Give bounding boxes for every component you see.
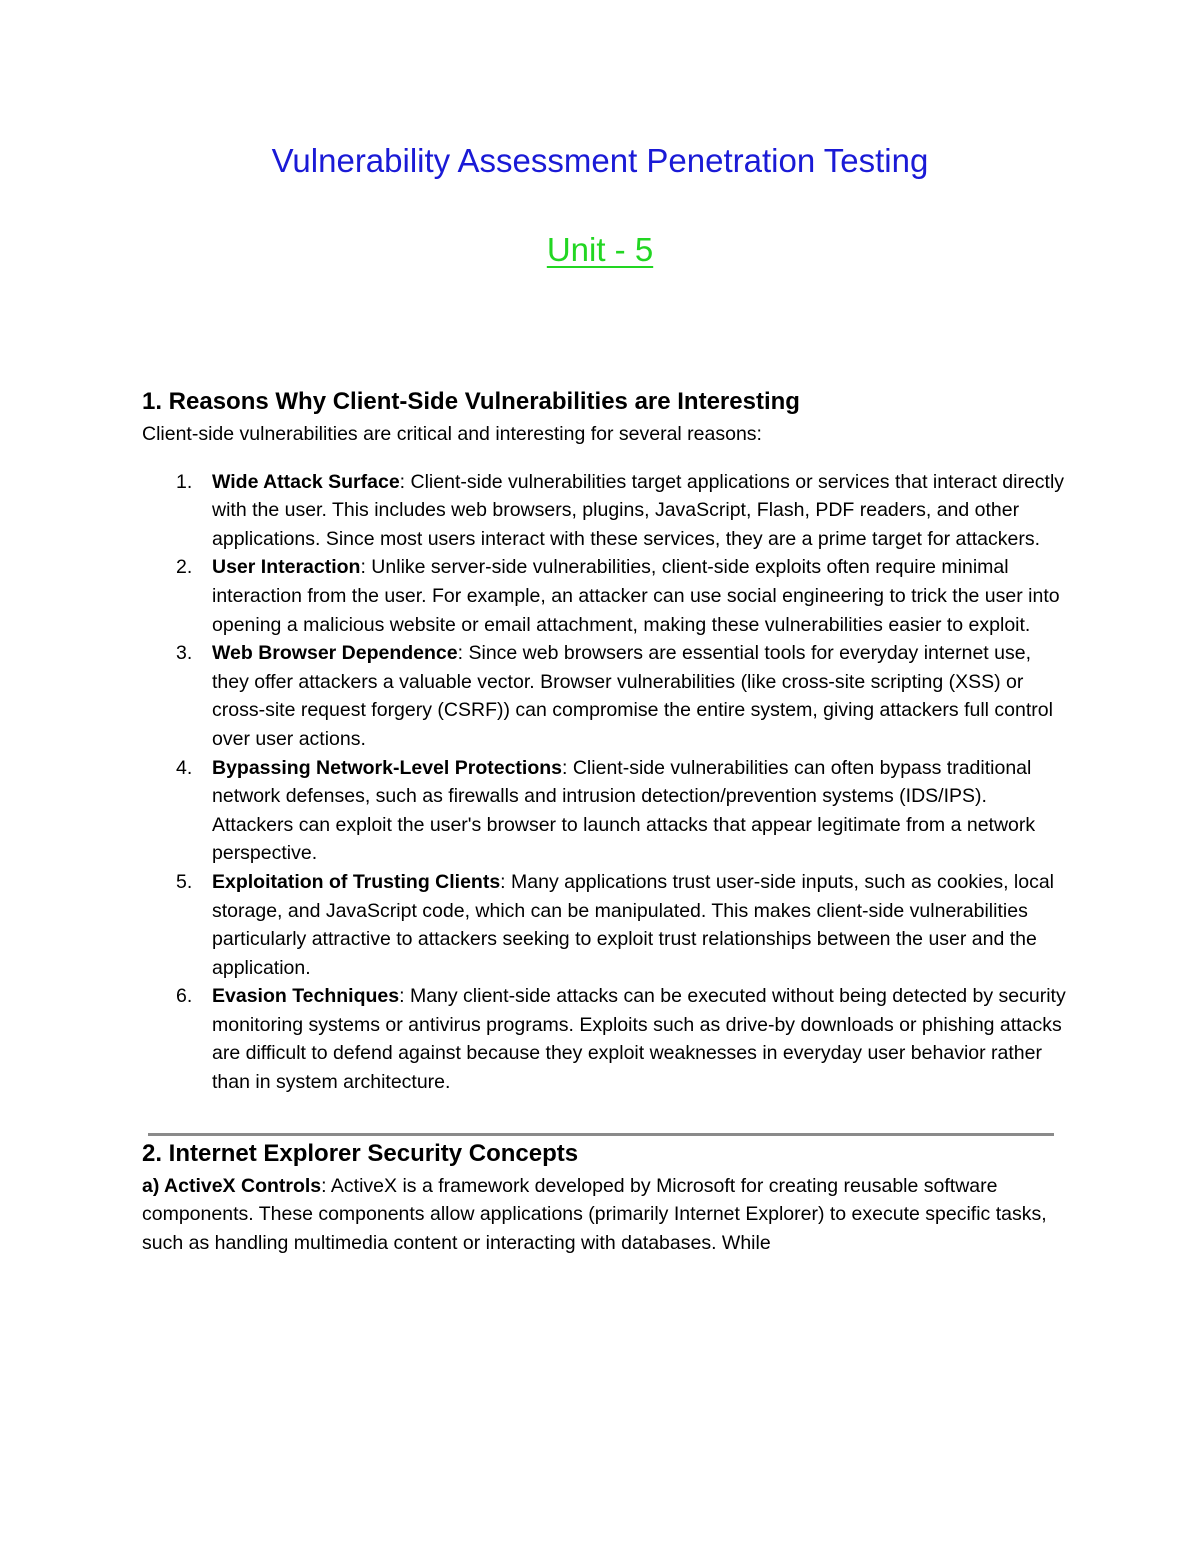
list-item	[142, 553, 1067, 639]
activex-paragraph	[142, 1172, 1072, 1258]
list-item	[142, 754, 1067, 868]
list-number: 6.	[176, 985, 193, 1008]
section-1-intro: Client-side vulnerabilities are critical and interesting for several reasons:	[142, 423, 762, 445]
document-body	[142, 384, 1072, 1257]
list-number: 2.	[176, 556, 193, 579]
list-number: 4.	[176, 756, 193, 779]
activex-text: : ActiveX is a framework developed by Microsoft for creating reusable software components. These components allow applications (primarily Internet Explorer) to execute specific tasks, such as handling multimedia content or interacting with databases. While	[142, 1174, 1047, 1254]
reasons-list	[142, 468, 1072, 1097]
list-number: 3.	[176, 642, 193, 665]
list-text: : Unlike server-side vulnerabilities, client-side exploits often require minimal interaction from the user. For example, an attacker can use social engineering to trick the user into opening a malicious website or email attachment, making these vulnerabilities easier to exploit.	[212, 556, 1060, 636]
section-2-heading: 2. Internet Explorer Security Concepts	[142, 1139, 579, 1167]
list-term: Evasion Techniques	[212, 985, 400, 1008]
list-item	[142, 982, 1067, 1096]
list-text: : Since web browsers are essential tools for everyday internet use, they offer attackers a valuable vector. Browser vulnerabilities (like cross-site scripting (XSS) or cross-site request forgery (CSRF)) can compromise the entire system, giving attackers full control over user actions.	[212, 642, 1053, 750]
list-text: : Many client-side attacks can be executed without being detected by security monitoring systems or antivirus programs. Exploits such as drive-by downloads or phishing attacks are difficult to defend against because they exploit weaknesses in everyday user behavior rather than in system architecture.	[212, 985, 1066, 1094]
activex-term: a) ActiveX Controls	[142, 1174, 322, 1197]
list-term: Wide Attack Surface	[212, 470, 400, 493]
list-item	[142, 468, 1067, 554]
list-text: : Client-side vulnerabilities can often bypass traditional network defenses, such as firewalls and intrusion detection/prevention systems (IDS/IPS). Attackers can exploit the user's browser to launch attacks that appear legitimate from a network perspective.	[212, 756, 1036, 865]
list-item	[142, 868, 1067, 982]
list-term: Exploitation of Trusting Clients	[212, 870, 501, 893]
list-text: : Client-side vulnerabilities target applications or services that interact directly with the user. This includes web browsers, plugins, JavaScript, Flash, PDF readers, and other applications. Since most users interact with these services, they are a prime target for attackers.	[212, 470, 1065, 550]
unit-heading	[0, 230, 1200, 270]
list-term: Web Browser Dependence	[212, 642, 458, 665]
list-term: User Interaction	[212, 556, 361, 579]
list-term: Bypassing Network-Level Protections	[212, 756, 563, 779]
unit-link-text: Unit - 5	[546, 231, 654, 268]
list-item	[142, 639, 1067, 753]
document-title: Vulnerability Assessment Penetration Testing	[271, 142, 929, 179]
list-text: : Many applications trust user-side inputs, such as cookies, local storage, and JavaScript code, which can be manipulated. This makes client-side vulnerabilities particularly attractive to attackers seeking to exploit trust relationships between the user and the application.	[212, 870, 1055, 979]
section-1-heading: 1. Reasons Why Client-Side Vulnerabilities are Interesting	[142, 388, 800, 415]
list-number: 1.	[176, 470, 193, 493]
list-number: 5.	[176, 870, 193, 893]
